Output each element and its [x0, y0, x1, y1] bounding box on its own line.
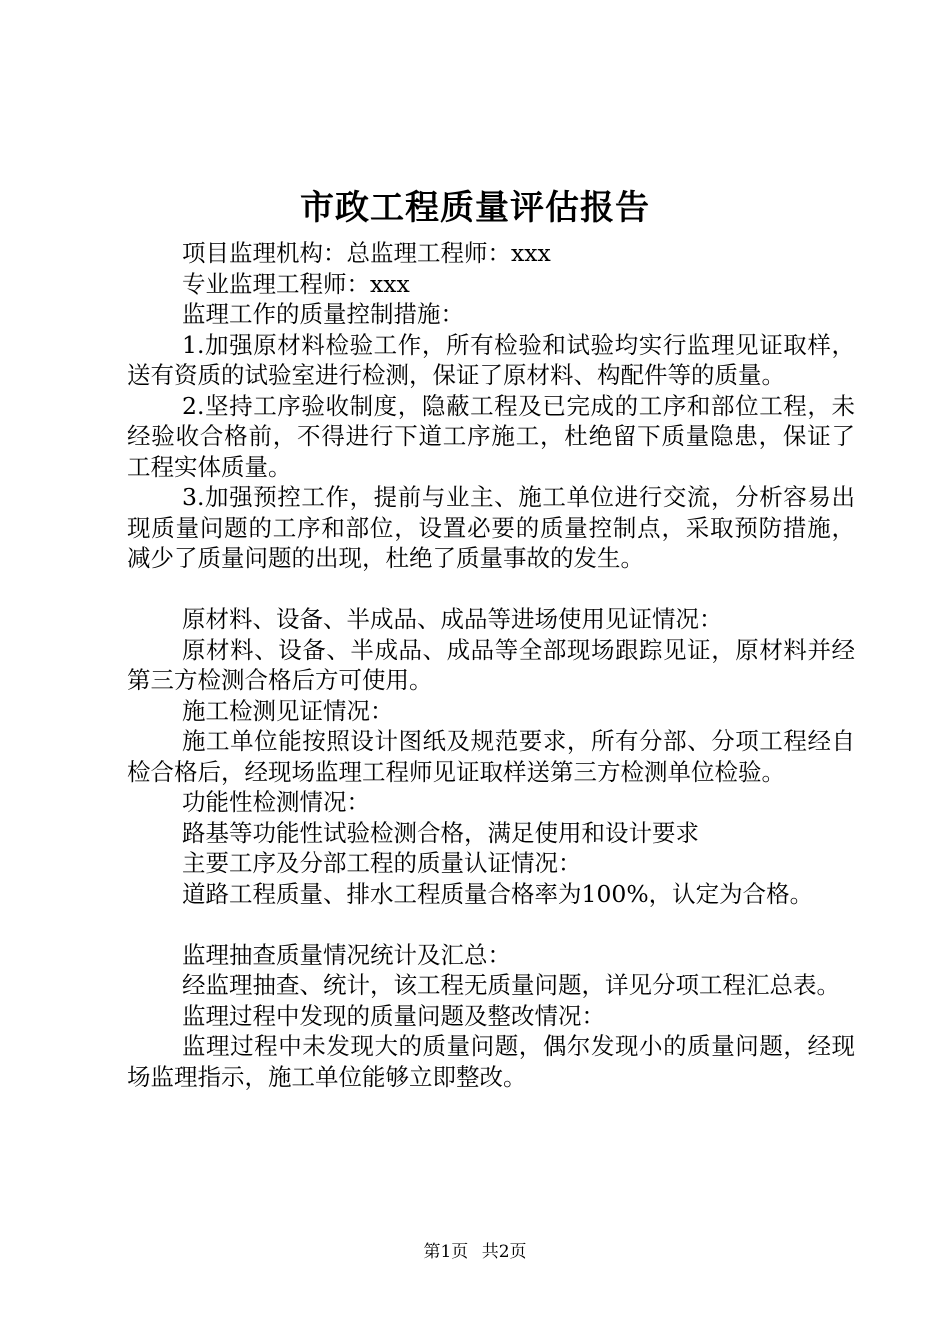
blank-line — [127, 574, 855, 605]
paragraph-issues-heading: 监理过程中发现的质量问题及整改情况： — [182, 1001, 605, 1030]
paragraph-quality-measures-heading: 监理工作的质量控制措施： — [182, 300, 464, 328]
paragraph-certification-text: 道路工程质量、排水工程质量合格率为100%，认定为合格。 — [182, 879, 814, 908]
document-title: 市政工程质量评估报告 — [300, 188, 650, 228]
paragraph-materials-heading: 原材料、设备、半成品、成品等进场使用见证情况： — [182, 605, 723, 633]
paragraph-measure-2: 2.坚持工序验收制度，隐蔽工程及已完成的工序和部位工程，未经验收合格前，不得进行下道工序施工，杜绝留下质量隐患，保证了工程实体质量。 — [127, 391, 855, 481]
blank-line — [127, 909, 855, 940]
paragraph-testing-text: 施工单位能按照设计图纸及规范要求，所有分部、分项工程经自检合格后，经现场监理工程师见证取样送第三方检测单位检验。 — [127, 727, 855, 786]
paragraph-specialist-engineer: 专业监理工程师：xxx — [182, 269, 410, 298]
paragraph-materials-text: 原材料、设备、半成品、成品等全部现场跟踪见证，原材料并经第三方检测合格后方可使用。 — [127, 635, 855, 694]
paragraph-certification-heading: 主要工序及分部工程的质量认证情况： — [182, 849, 582, 877]
paragraph-measure-1: 1.加强原材料检验工作，所有检验和试验均实行监理见证取样，送有资质的试验室进行检测，保证了原材料、构配件等的质量。 — [127, 330, 855, 389]
paragraph-inspection-text: 经监理抽查、统计，该工程无质量问题，详见分项工程汇总表。 — [182, 971, 840, 999]
document-body — [127, 238, 855, 1092]
paragraph-functional-text: 路基等功能性试验检测合格，满足使用和设计要求 — [182, 818, 699, 847]
page-number-current: 第1页 — [423, 1242, 469, 1262]
paragraph-issues-text: 监理过程中未发现大的质量问题，偶尔发现小的质量问题，经现场监理指示，施工单位能够立即整改。 — [127, 1032, 855, 1091]
page-number-total: 共2页 — [481, 1242, 527, 1262]
paragraph-measure-3: 3.加强预控工作，提前与业主、施工单位进行交流，分析容易出现质量问题的工序和部位，设置必要的质量控制点，采取预防措施，减少了质量问题的出现，杜绝了质量事故的发生。 — [127, 483, 855, 572]
paragraph-supervision-org: 项目监理机构：总监理工程师：xxx — [182, 239, 551, 267]
paragraph-inspection-heading: 监理抽查质量情况统计及汇总： — [182, 940, 511, 969]
page-footer — [0, 1240, 950, 1264]
paragraph-testing-heading: 施工检测见证情况： — [182, 696, 394, 725]
paragraph-functional-heading: 功能性检测情况： — [182, 788, 370, 816]
